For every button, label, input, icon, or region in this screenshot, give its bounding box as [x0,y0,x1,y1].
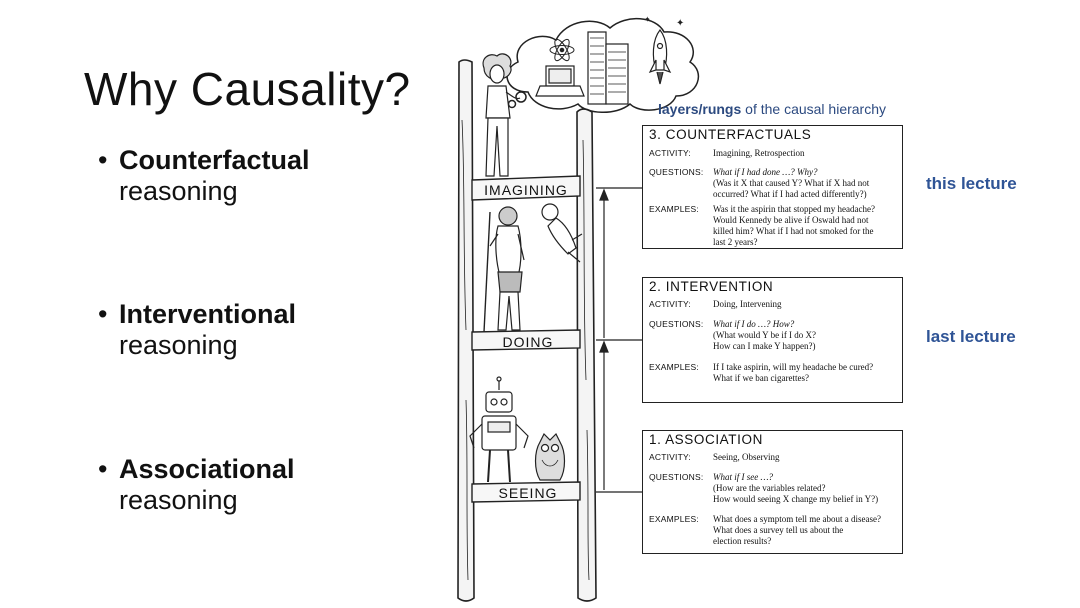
question-line: (How are the variables related? [713,483,826,493]
bullet-bold-text: Counterfactual [119,145,310,175]
example-line: If I take aspirin, will my headache be cured? [713,362,874,372]
activity-label: ACTIVITY: [649,452,691,462]
questions-row [649,472,898,505]
question-line: What if I see …? [713,472,773,482]
question-line: What if I do …? How? [713,319,795,329]
question-line: What if I had done …? Why? [713,167,818,177]
rung-label-seeing: SEEING [498,485,558,501]
examples-row [649,204,898,248]
questions-label: QUESTIONS: [649,319,704,329]
example-line: What does a symptom tell me about a disease? [713,514,881,524]
caveman-figure [484,207,524,332]
example-line: killed him? What if I had not smoked for the [713,226,874,236]
example-line: last 2 years? [713,237,758,247]
box-intervention [642,277,903,403]
examples-label: EXAMPLES: [649,362,699,372]
slide-title: Why Causality? [84,63,411,115]
example-line: election results? [713,536,772,546]
question-line: (Was it X that caused Y? What if X had not [713,178,870,188]
bullet-text: reasoning [119,485,238,515]
bullet-dot: • [98,299,108,329]
box-title: 2. INTERVENTION [649,279,774,294]
activity-row [649,299,898,310]
bullet-text: reasoning [119,176,238,206]
bullet-dot: • [98,454,108,484]
examples-label: EXAMPLES: [649,204,699,214]
box-title: 3. COUNTERFACTUALS [649,127,812,142]
questions-row [649,167,898,200]
robot-figure [470,377,528,482]
svg-text:✦: ✦ [676,18,685,29]
bullet-text: reasoning [119,330,238,360]
question-line: How would seeing X change my belief in Y?) [713,494,879,504]
questions-label: QUESTIONS: [649,472,704,482]
question-line: How can I make Y happen?) [713,341,816,351]
svg-text:✦: ✦ [644,15,651,24]
example-line: What if we ban cigarettes? [713,373,809,383]
activity-value: Seeing, Observing [713,452,780,462]
layers-label-bold: layers/rungs [658,101,742,117]
activity-value: Doing, Intervening [713,299,782,309]
questions-label: QUESTIONS: [649,167,704,177]
activity-label: ACTIVITY: [649,299,691,309]
note-this-lecture: this lecture [926,174,1017,193]
connector-lines [596,188,642,492]
owl-figure [536,434,565,480]
box-association [642,430,903,554]
layers-label [658,101,886,117]
examples-row [649,362,898,384]
bullet-bold-text: Interventional [119,299,297,329]
activity-label: ACTIVITY: [649,148,691,158]
example-line: Would Kennedy be alive if Oswald had not [713,215,869,225]
box-title: 1. ASSOCIATION [649,432,763,447]
baby-figure [542,204,582,262]
bullet-dot: • [98,145,108,175]
example-line: Was it the aspirin that stopped my headache? [713,204,875,214]
box-counterfactuals [642,125,903,249]
rung-label-imagining: IMAGINING [484,182,568,198]
example-line: What does a survey tell us about the [713,525,844,535]
question-line: occurred? What if I had acted differently?) [713,189,867,199]
activity-row [649,452,898,463]
bullet-bold-text: Associational [119,454,295,484]
question-line: (What would Y be if I do X? [713,330,817,340]
layers-label-rest: of the causal hierarchy [741,101,887,117]
rung-label-doing: DOING [502,334,554,350]
examples-label: EXAMPLES: [649,514,699,524]
activity-row [649,148,898,159]
note-last-lecture: last lecture [926,327,1016,346]
activity-value: Imagining, Retrospection [713,148,805,158]
examples-row [649,514,898,547]
questions-row [649,319,898,352]
